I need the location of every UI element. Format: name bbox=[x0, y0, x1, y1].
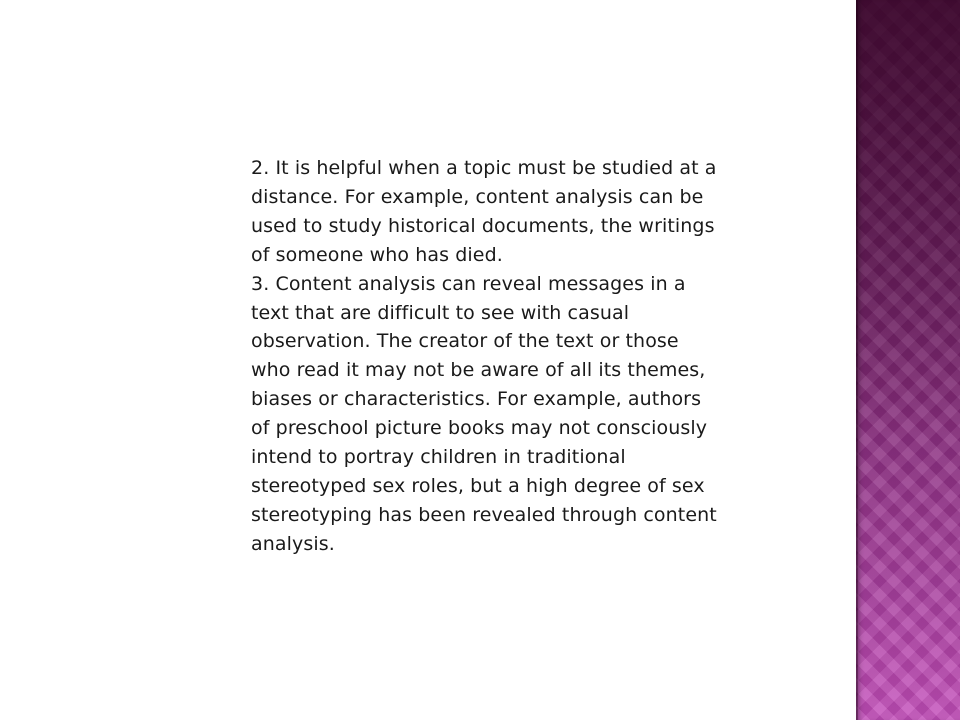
paragraph-point-3: 3. Content analysis can reveal messages in a text that are difficult to see with casual observation. The creator of the text or those who read it may not be aware of all its themes, biases or characteristics. For example, authors of preschool picture books may not consciously intend to portray children in traditional stereotyped sex roles, but a high degree of sex stereotyping has been revealed through content analysis. bbox=[251, 272, 717, 555]
paragraph-point-2: 2. It is helpful when a topic must be studied at a distance. For example, content analysis can be used to study historical documents, the writings of someone who has died. bbox=[251, 157, 717, 266]
side-band-edge bbox=[856, 0, 858, 720]
slide-body-text bbox=[251, 154, 721, 559]
decorative-side-band bbox=[856, 0, 960, 720]
